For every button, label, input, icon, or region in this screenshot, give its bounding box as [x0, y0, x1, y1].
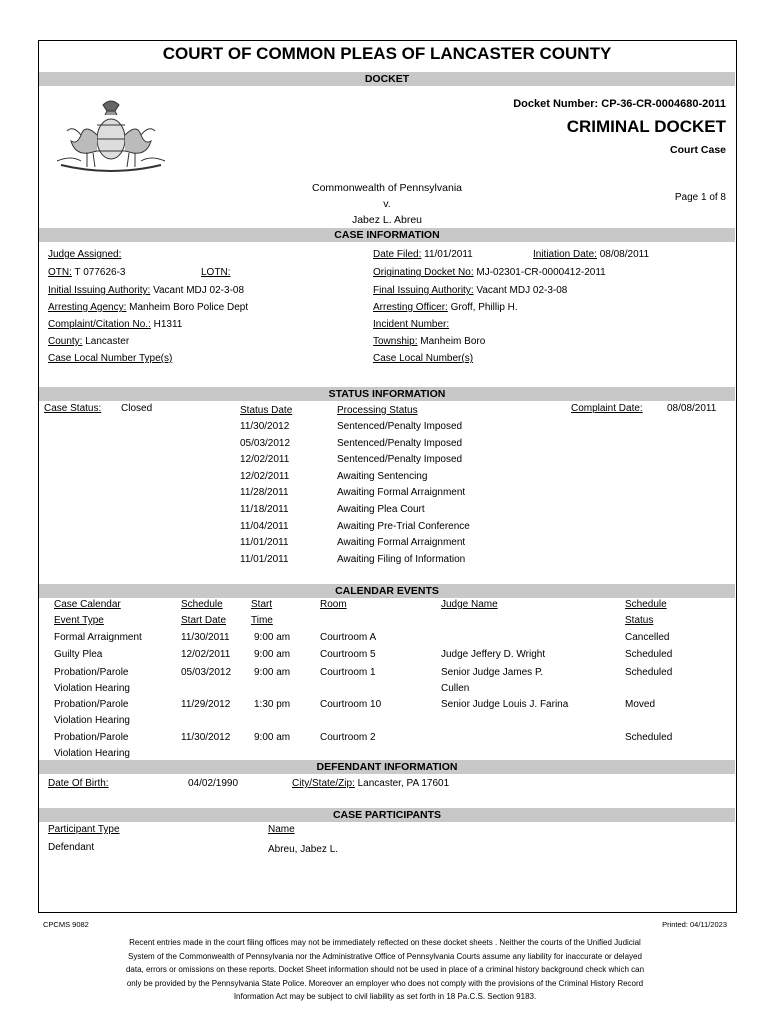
calendar-event-type: Guilty Plea — [54, 649, 103, 660]
status-information-bar: STATUS INFORMATION — [39, 387, 735, 401]
status-row-processing: Awaiting Filing of Information — [337, 553, 466, 565]
calendar-event-type: Formal Arraignment — [54, 632, 142, 643]
dob-label: Date Of Birth: — [48, 778, 109, 789]
calendar-room: Courtroom 1 — [320, 667, 376, 678]
printed-date: Printed: 04/11/2023 — [662, 920, 727, 929]
calendar-judge: Senior Judge Louis J. Farina — [441, 699, 569, 710]
disclaimer-line: System of the Commonwealth of Pennsylvania nor the Administrative Office of Pennsylvania Courts assume any liability for inaccurate or delayed — [128, 951, 642, 961]
docket-type: CRIMINAL DOCKET — [566, 117, 726, 136]
page-number: Page 1 of 8 — [674, 192, 726, 203]
calendar-start-date: 05/03/2012 — [181, 667, 232, 678]
participant-type-header: Participant Type — [48, 824, 120, 835]
calendar-judge: Senior Judge James P. — [441, 667, 544, 678]
calendar-event-type: Probation/Parole — [54, 732, 129, 743]
status-row-processing: Awaiting Plea Court — [337, 504, 425, 515]
arresting-officer: Arresting Officer: Groff, Phillip H. — [373, 302, 518, 313]
caption-versus: v. — [383, 198, 391, 210]
calendar-judge: Judge Jeffery D. Wright — [441, 649, 546, 660]
calendar-start-date: 12/02/2011 — [181, 649, 231, 660]
calendar-event-type-line2: Violation Hearing — [54, 715, 130, 726]
originating-docket: Originating Docket No: MJ-02301-CR-0000412-2011 — [373, 267, 606, 278]
complaint-citation: Complaint/Citation No.: H1311 — [48, 319, 183, 330]
status-row-date: 12/02/2011 — [240, 454, 290, 466]
calendar-status: Scheduled — [625, 732, 673, 743]
case-local-numbers: Case Local Number(s) — [373, 353, 474, 364]
status-row-date: 11/28/2011 — [240, 487, 289, 499]
processing-status-header: Processing Status — [337, 405, 418, 416]
start-time-header-1: Start — [251, 599, 273, 610]
incident-number-label: Incident Number: — [373, 319, 450, 330]
case-status-label: Case Status: — [44, 403, 102, 414]
docket-number: Docket Number: CP-36-CR-0004680-2011 — [513, 98, 726, 110]
status-date-header: Status Date — [240, 405, 293, 416]
calendar-room: Courtroom 2 — [320, 732, 376, 743]
calendar-event-type: Probation/Parole — [54, 667, 129, 678]
disclaimer-line: Information Act may be subject to civil liability as set forth in 18 Pa.C.S. Section 9183. — [233, 992, 537, 1001]
otn-field: OTN: T 077626-3 — [48, 267, 126, 278]
calendar-start-time: 1:30 pm — [254, 699, 291, 710]
disclaimer-line: data, errors or omissions on these reports. Docket Sheet information should not be used in place of a criminal history background check which can — [125, 965, 645, 974]
schedule-date-header-1: Schedule — [181, 599, 223, 610]
calendar-event-type: Probation/Parole — [54, 699, 129, 710]
status-row-date: 11/04/2011 — [240, 520, 289, 532]
judge-assigned-label: Judge Assigned: — [48, 249, 122, 260]
status-row-date: 12/02/2011 — [240, 470, 290, 482]
docket-page — [38, 40, 737, 913]
status-row-processing: Awaiting Formal Arraignment — [337, 537, 466, 549]
disclaimer-line: Recent entries made in the court filing offices may not be immediately reflected on these docket sheets . Neither the courts of the Unified Judicial — [129, 938, 641, 947]
calendar-judge-line2: Cullen — [441, 683, 470, 694]
calendar-start-time: 9:00 am — [254, 649, 291, 660]
case-kind: Court Case — [669, 144, 726, 156]
case-local-number-types: Case Local Number Type(s) — [48, 353, 173, 364]
status-row-date: 05/03/2012 — [240, 437, 291, 449]
calendar-start-time: 9:00 am — [254, 732, 291, 743]
pennsylvania-seal-icon — [51, 95, 171, 175]
disclaimer-line: only be provided by the Pennsylvania State Police. Moreover an employer who does not comply with the provisions of the Criminal History Record — [126, 978, 644, 988]
city-state-zip: City/State/Zip: Lancaster, PA 17601 — [292, 778, 450, 789]
docket-bar: DOCKET — [39, 72, 735, 86]
participant-name-value: Abreu, Jabez L. — [268, 844, 339, 855]
complaint-date-value: 08/08/2011 — [667, 403, 717, 414]
calendar-room: Courtroom A — [320, 632, 377, 643]
county: County: Lancaster — [48, 336, 130, 347]
calendar-room: Courtroom 5 — [320, 649, 376, 660]
calendar-status: Scheduled — [625, 667, 673, 678]
status-row-processing: Sentenced/Penalty Imposed — [337, 454, 463, 466]
initial-issuing-authority: Initial Issuing Authority: Vacant MDJ 02-3-08 — [48, 285, 245, 296]
status-row-processing: Awaiting Pre-Trial Conference — [337, 520, 470, 532]
calendar-room: Courtroom 10 — [320, 699, 382, 710]
calendar-start-date: 11/30/2011 — [181, 632, 230, 643]
status-row-date: 11/01/2011 — [240, 537, 289, 549]
schedule-status-header-2: Status — [625, 615, 654, 626]
defendant-information-bar: DEFENDANT INFORMATION — [39, 760, 735, 774]
event-type-header-2: Event Type — [54, 615, 104, 626]
schedule-status-header-1: Schedule — [625, 599, 667, 610]
calendar-status: Scheduled — [625, 649, 673, 660]
status-row-processing: Sentenced/Penalty Imposed — [337, 421, 463, 432]
participant-name-header: Name — [268, 824, 295, 835]
judge-name-header: Judge Name — [441, 599, 498, 610]
calendar-start-time: 9:00 am — [254, 667, 291, 678]
lotn-label: LOTN: — [201, 267, 231, 278]
room-header: Room — [320, 599, 347, 610]
township: Township: Manheim Boro — [373, 336, 486, 347]
caption-defendant: Jabez L. Abreu — [351, 214, 423, 226]
court-title: COURT OF COMMON PLEAS OF LANCASTER COUNTY — [162, 44, 612, 63]
calendar-start-date: 11/29/2012 — [181, 699, 231, 710]
calendar-event-type-line2: Violation Hearing — [54, 683, 130, 694]
case-status-value: Closed — [121, 403, 153, 414]
initiation-date: Initiation Date: 08/08/2011 — [533, 249, 650, 260]
status-row-date: 11/30/2012 — [240, 421, 290, 432]
status-row-processing: Awaiting Formal Arraignment — [337, 487, 466, 499]
form-id: CPCMS 9082 — [43, 920, 89, 929]
event-type-header-1: Case Calendar — [54, 599, 121, 610]
case-participants-bar: CASE PARTICIPANTS — [39, 808, 735, 822]
arresting-agency: Arresting Agency: Manheim Boro Police Dept — [48, 302, 249, 313]
calendar-event-type-line2: Violation Hearing — [54, 748, 130, 759]
complaint-date-label: Complaint Date: — [571, 403, 643, 414]
calendar-status: Moved — [625, 699, 656, 710]
status-row-processing: Awaiting Sentencing — [337, 470, 428, 482]
status-row-date: 11/01/2011 — [240, 553, 289, 565]
case-information-bar: CASE INFORMATION — [39, 228, 735, 242]
status-row-processing: Sentenced/Penalty Imposed — [337, 437, 463, 449]
disclaimer — [0, 936, 770, 1004]
start-time-header-2: Time — [251, 615, 273, 626]
participant-type-value: Defendant — [48, 842, 95, 853]
schedule-date-header-2: Start Date — [181, 615, 227, 626]
final-issuing-authority: Final Issuing Authority: Vacant MDJ 02-3-08 — [373, 285, 568, 296]
caption-plaintiff: Commonwealth of Pennsylvania — [312, 182, 462, 194]
calendar-events-bar: CALENDAR EVENTS — [39, 584, 735, 598]
status-row-date: 11/18/2011 — [240, 504, 289, 515]
calendar-start-time: 9:00 am — [254, 632, 291, 643]
calendar-start-date: 11/30/2012 — [181, 732, 231, 743]
date-filed: Date Filed: 11/01/2011 — [373, 249, 473, 260]
dob-value: 04/02/1990 — [188, 778, 239, 789]
calendar-status: Cancelled — [625, 632, 670, 643]
